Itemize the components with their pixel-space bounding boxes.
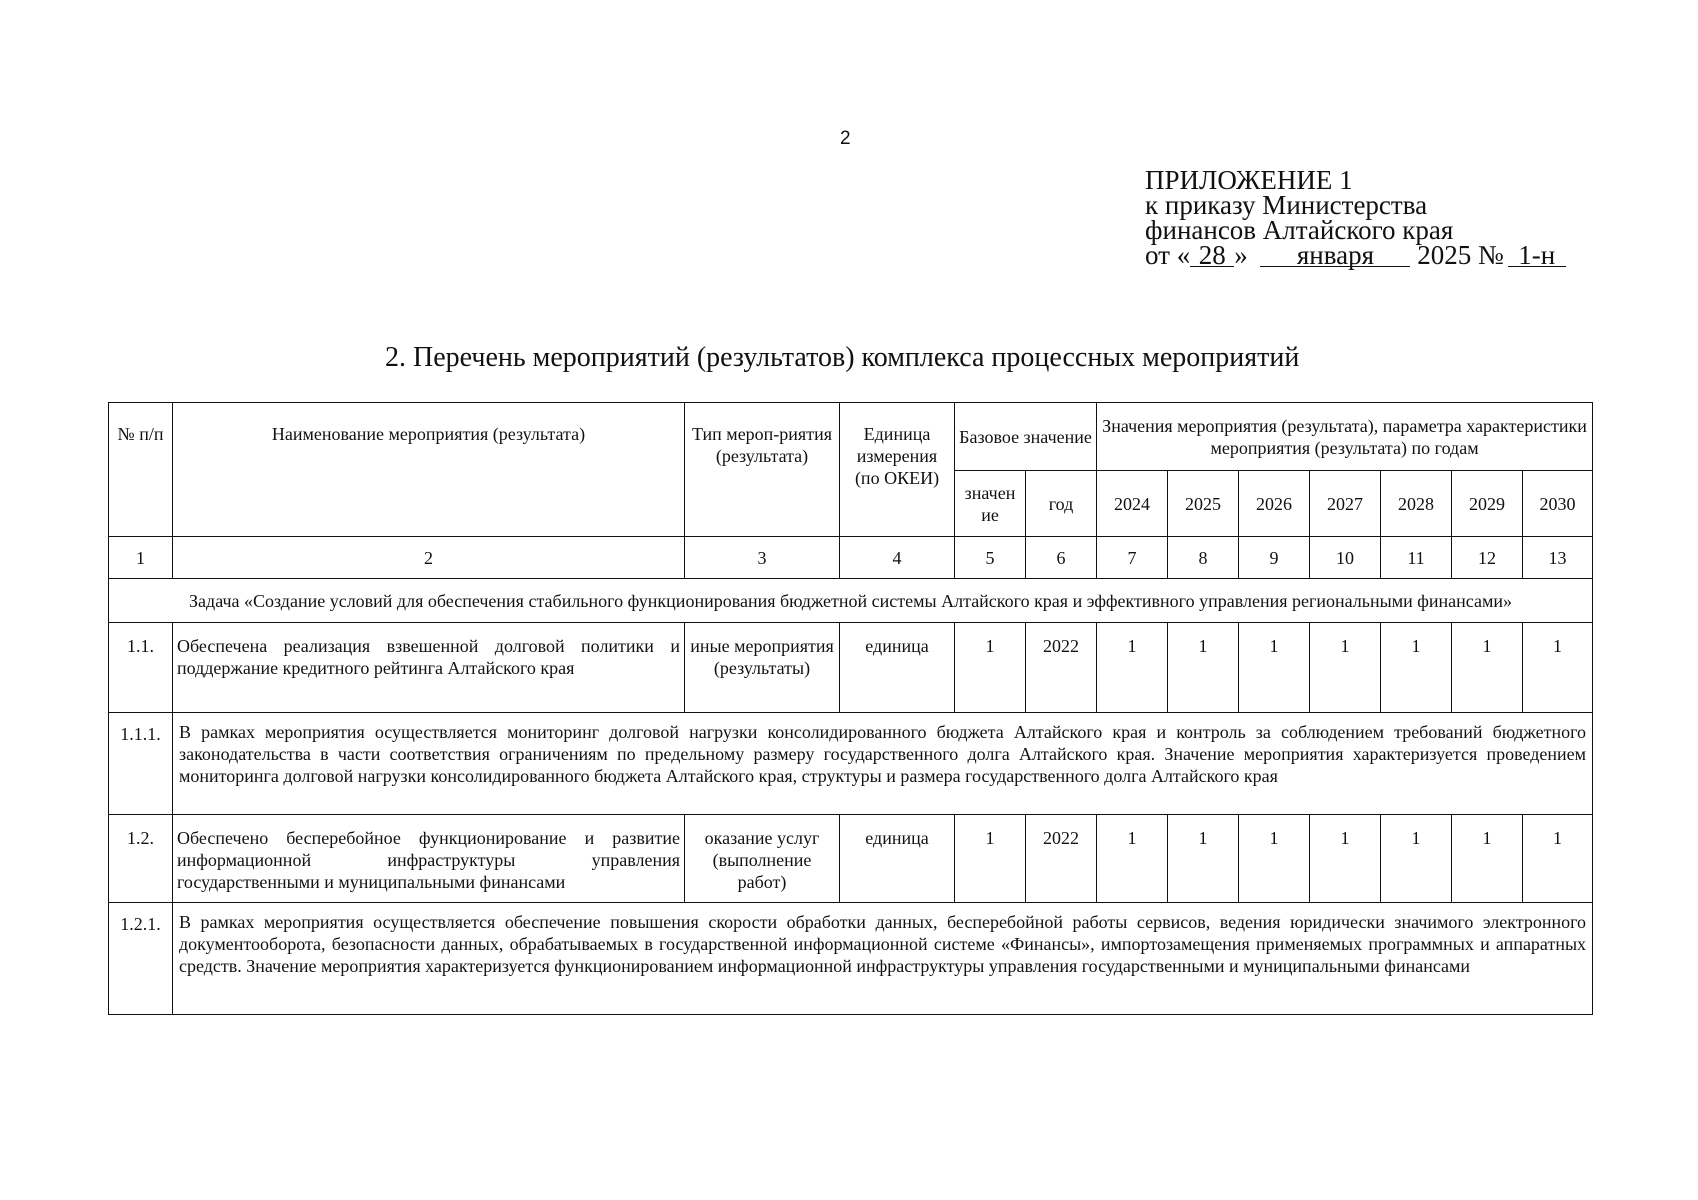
- date-mid: »: [1234, 240, 1248, 270]
- row-value-2025: 1: [1168, 623, 1239, 713]
- measures-table: [108, 402, 1593, 1015]
- row-value-2030: 1: [1523, 623, 1593, 713]
- column-number: 9: [1239, 537, 1310, 579]
- column-number: 3: [685, 537, 840, 579]
- row-value-2025: 1: [1168, 815, 1239, 903]
- header-year: 2026: [1239, 471, 1310, 537]
- header-year: 2029: [1452, 471, 1523, 537]
- header-year: 2030: [1523, 471, 1593, 537]
- header-name: Наименование мероприятия (результата): [173, 403, 685, 537]
- row-value-2029: 1: [1452, 815, 1523, 903]
- column-number: 13: [1523, 537, 1593, 579]
- row-description: В рамках мероприятия осуществляется мониторинг долговой нагрузки консолидированного бюджета Алтайского края и контроль за соблюдением требований бюджетного законодательства в части соответствия ограничениям по предельному размеру государственного долга Алтайского края. Значение мероприятия характеризуется проведением мониторинга долговой нагрузки консолидированного бюджета Алтайского края, структуры и размера государственного долга Алтайского края: [173, 713, 1593, 815]
- column-number: 8: [1168, 537, 1239, 579]
- page-number: 2: [840, 128, 851, 149]
- row-value-2028: 1: [1381, 623, 1452, 713]
- header-year: 2024: [1097, 471, 1168, 537]
- row-base-value: 1: [955, 623, 1026, 713]
- row-value-2029: 1: [1452, 623, 1523, 713]
- row-value-2026: 1: [1239, 815, 1310, 903]
- column-number: 5: [955, 537, 1026, 579]
- row-description: В рамках мероприятия осуществляется обеспечение повышения скорости обработки данных, бесперебойной работы сервисов, ведения юридически значимого электронного документооборота, безопасности данных, обрабатываемых в государственной информационной системе «Финансы», импортозамещения применяемых программных и аппаратных средств. Значение мероприятия характеризуется функционированием информационной инфраструктуры управления государственными и муниципальными финансами: [173, 903, 1593, 1015]
- appendix-title: ПРИЛОЖЕНИЕ 1: [1145, 165, 1353, 195]
- row-base-year: 2022: [1026, 815, 1097, 903]
- row-num: 1.2.: [109, 815, 173, 903]
- task-text: Задача «Создание условий для обеспечения стабильного функционирования бюджетной системы Алтайского края и эффективного управления региональными финансами»: [109, 579, 1593, 623]
- row-num: 1.2.1.: [109, 903, 173, 1015]
- document-title: 2. Перечень мероприятий (результатов) комплекса процессных мероприятий: [385, 342, 1300, 373]
- header-type: Тип мероп-риятия (результата): [685, 403, 840, 537]
- header-year: 2025: [1168, 471, 1239, 537]
- column-number: 2: [173, 537, 685, 579]
- header-base: Базовое значение: [955, 403, 1097, 471]
- row-num: 1.1.: [109, 623, 173, 713]
- column-number-row: [109, 537, 1593, 579]
- row-value-2026: 1: [1239, 623, 1310, 713]
- appendix-line-2: к приказу Министерства: [1145, 190, 1428, 220]
- row-value-2024: 1: [1097, 623, 1168, 713]
- header-year: 2028: [1381, 471, 1452, 537]
- header-unit: Единица измерения (по ОКЕИ): [840, 403, 955, 537]
- row-value-2028: 1: [1381, 815, 1452, 903]
- appendix-date-line: [1145, 240, 1566, 270]
- header-base-year: год: [1026, 471, 1097, 537]
- column-number: 7: [1097, 537, 1168, 579]
- column-number: 1: [109, 537, 173, 579]
- table-row: [109, 815, 1593, 903]
- row-value-2027: 1: [1310, 815, 1381, 903]
- appendix-line-3: финансов Алтайского края: [1145, 215, 1454, 245]
- row-unit: единица: [840, 815, 955, 903]
- column-number: 4: [840, 537, 955, 579]
- row-num: 1.1.1.: [109, 713, 173, 815]
- date-year-no: 2025 №: [1417, 240, 1504, 270]
- row-name: Обеспечено бесперебойное функционирование и развитие информационной инфраструктуры управления государственными и муниципальными финансами: [173, 815, 685, 903]
- row-unit: единица: [840, 623, 955, 713]
- order-number: 1-н: [1508, 244, 1566, 267]
- task-row: [109, 579, 1593, 623]
- header-base-value: значен ие: [955, 471, 1026, 537]
- column-number: 10: [1310, 537, 1381, 579]
- row-value-2024: 1: [1097, 815, 1168, 903]
- appendix-header: [1145, 165, 1566, 270]
- row-base-year: 2022: [1026, 623, 1097, 713]
- header-num: № п/п: [109, 403, 173, 537]
- row-type: иные мероприятия (результаты): [685, 623, 840, 713]
- date-month: января: [1260, 244, 1410, 267]
- header-year: 2027: [1310, 471, 1381, 537]
- table-row: [109, 903, 1593, 1015]
- column-number: 11: [1381, 537, 1452, 579]
- table-row: [109, 713, 1593, 815]
- date-prefix: от «: [1145, 240, 1191, 270]
- row-name: Обеспечена реализация взвешенной долговой политики и поддержание кредитного рейтинга Алтайского края: [173, 623, 685, 713]
- column-number: 6: [1026, 537, 1097, 579]
- column-number: 12: [1452, 537, 1523, 579]
- row-value-2030: 1: [1523, 815, 1593, 903]
- row-type: оказание услуг (выполнение работ): [685, 815, 840, 903]
- row-value-2027: 1: [1310, 623, 1381, 713]
- row-base-value: 1: [955, 815, 1026, 903]
- date-day: 28: [1190, 244, 1234, 267]
- header-values-by-year: Значения мероприятия (результата), параметра характеристики мероприятия (результата) по годам: [1097, 403, 1593, 471]
- table-row: [109, 623, 1593, 713]
